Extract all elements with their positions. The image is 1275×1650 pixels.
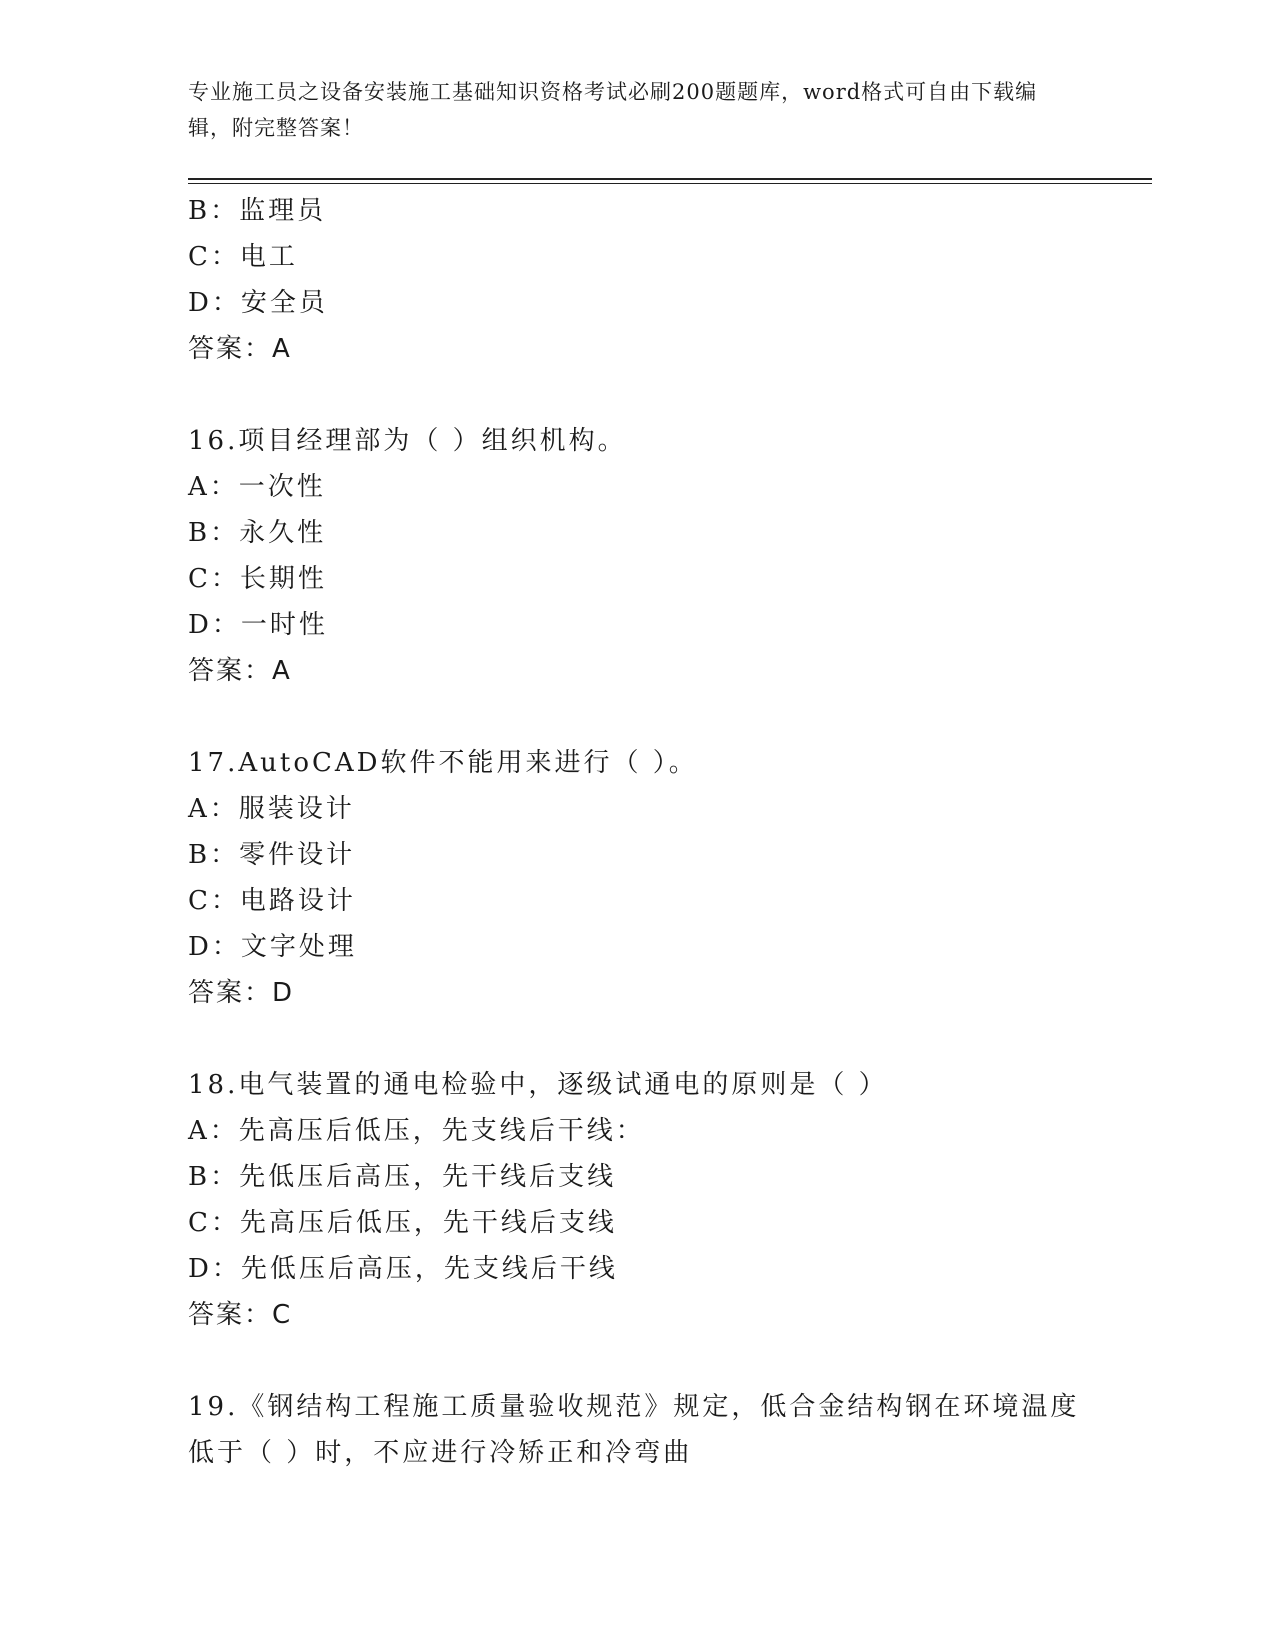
question-list [188, 188, 1088, 1476]
option-b: B：监理员 [188, 196, 327, 226]
option-c: C：长期性 [188, 564, 327, 594]
question-text: 18.电气装置的通电检验中，逐级试通电的原则是（ ） [188, 1070, 888, 1100]
answer-line: 答案：A [188, 656, 292, 686]
option-c: C：电路设计 [188, 886, 356, 916]
option-d: D：安全员 [188, 288, 328, 318]
spacer [188, 372, 1088, 418]
document-header: 专业施工员之设备安装施工基础知识资格考试必刷200题题库，word格式可自由下载编辑，附完整答案！ [188, 80, 1038, 140]
option-b: B：零件设计 [188, 840, 356, 870]
option-a: A：一次性 [188, 472, 326, 502]
question-text-line-2: 低于（ ）时，不应进行冷矫正和冷弯曲 [188, 1438, 693, 1468]
question-18 [188, 1062, 1088, 1338]
question-16 [188, 418, 1088, 694]
spacer [188, 694, 1088, 740]
question-17 [188, 740, 1088, 1016]
question-text-line-1: 19.《钢结构工程施工质量验收规范》规定，低合金结构钢在环境温度 [188, 1392, 1080, 1422]
question-text: 17.AutoCAD软件不能用来进行（ ）。 [188, 748, 698, 778]
option-c: C：先高压后低压，先干线后支线 [188, 1208, 617, 1238]
option-c: C：电工 [188, 242, 298, 272]
answer-line: 答案：A [188, 334, 292, 364]
option-a: A：服装设计 [188, 794, 355, 824]
answer-line: 答案：D [188, 978, 295, 1008]
question-text: 16.项目经理部为（ ）组织机构。 [188, 426, 627, 456]
option-d: D：文字处理 [188, 932, 357, 962]
question-fragment [188, 188, 1088, 372]
answer-line: 答案：C [188, 1300, 293, 1330]
spacer [188, 1338, 1088, 1384]
option-d: D：先低压后高压，先支线后干线 [188, 1254, 618, 1284]
option-b: B：先低压后高压，先干线后支线 [188, 1162, 617, 1192]
option-a: A：先高压后低压，先支线后干线： [188, 1116, 645, 1146]
question-19 [188, 1384, 1088, 1476]
option-d: D：一时性 [188, 610, 328, 640]
option-b: B：永久性 [188, 518, 327, 548]
header-divider-thin [188, 183, 1152, 184]
spacer [188, 1016, 1088, 1062]
header-divider-thick [188, 178, 1152, 180]
